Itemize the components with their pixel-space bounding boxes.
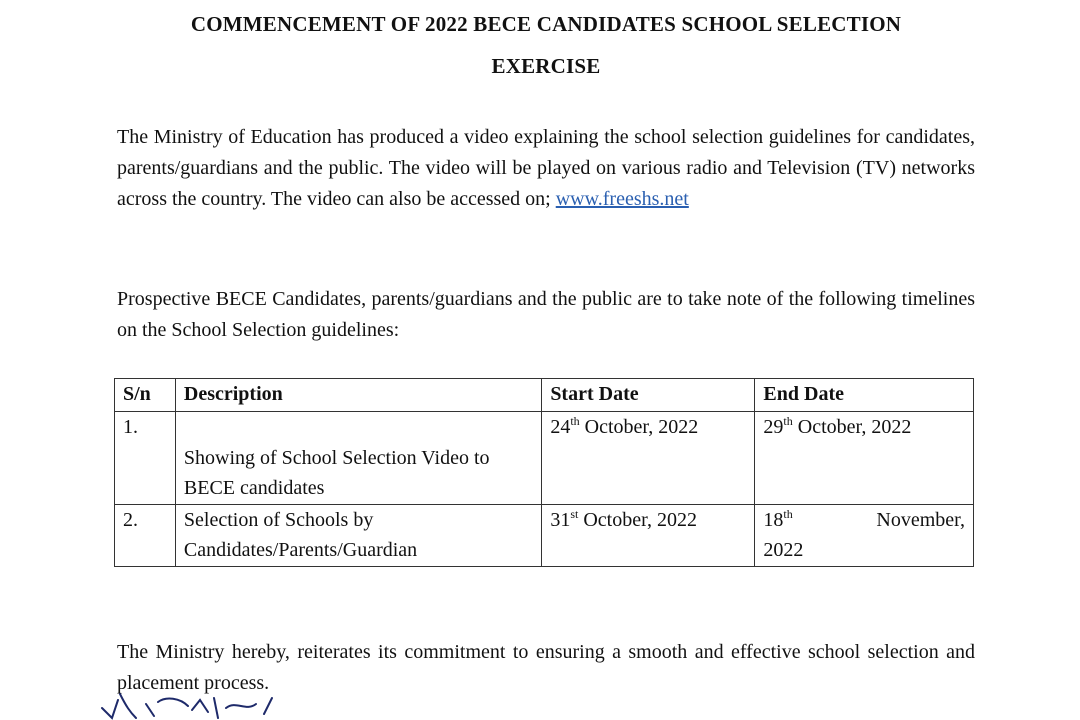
start-day: 24 bbox=[550, 416, 571, 438]
start-month-year: October, 2022 bbox=[578, 509, 697, 531]
end-month-year: October, 2022 bbox=[792, 416, 912, 438]
start-day-suffix: th bbox=[570, 414, 580, 428]
header-start-date: Start Date bbox=[542, 379, 755, 412]
freeshs-link[interactable]: www.freeshs.net bbox=[555, 188, 689, 210]
signature-scribble bbox=[96, 690, 396, 720]
end-month: November, bbox=[876, 509, 965, 531]
end-day-group bbox=[763, 505, 792, 535]
end-day: 18 bbox=[763, 509, 784, 531]
document-title-line-1: COMMENCEMENT OF 2022 BECE CANDIDATES SCHOOL SELECTION bbox=[190, 12, 902, 36]
header-sn: S/n bbox=[115, 379, 176, 412]
header-end-date: End Date bbox=[755, 379, 974, 412]
end-day: 29 bbox=[763, 416, 784, 438]
row-description: Selection of Schools by Candidates/Parents/Guardian bbox=[175, 505, 541, 567]
timelines-paragraph: Prospective BECE Candidates, parents/guardians and the public are to take note of the following timelines on the School Selection guidelines: bbox=[117, 288, 975, 341]
row-end-date bbox=[755, 505, 974, 567]
header-description: Description bbox=[175, 379, 541, 412]
timelines-table bbox=[114, 378, 974, 567]
intro-paragraph bbox=[117, 122, 975, 215]
row-sn: 2. bbox=[115, 505, 176, 567]
intro-paragraph-text: The Ministry of Education has produced a video explaining the school selection guidelines for candidates, parents/guardians and the public. The video will be played on various radio and Television (TV) networks across the country. The video can also be accessed on; bbox=[117, 126, 975, 210]
row-sn: 1. bbox=[115, 412, 176, 505]
document-title-line-2: EXERCISE bbox=[491, 54, 601, 78]
row-description bbox=[175, 412, 541, 505]
end-date-line-1 bbox=[763, 505, 965, 535]
end-year: 2022 bbox=[763, 539, 804, 561]
start-month-year: October, 2022 bbox=[579, 416, 699, 438]
table-row bbox=[115, 412, 974, 505]
end-day-suffix: th bbox=[783, 507, 793, 521]
start-day: 31 bbox=[550, 509, 571, 531]
row-start-date bbox=[542, 505, 755, 567]
start-day-suffix: st bbox=[570, 507, 579, 521]
table-row bbox=[115, 505, 974, 567]
row-start-date bbox=[542, 412, 755, 505]
row-description-text: Showing of School Selection Video to BECE candidates bbox=[183, 447, 490, 499]
row-end-date bbox=[755, 412, 974, 505]
end-day-suffix: th bbox=[783, 414, 793, 428]
closing-paragraph: The Ministry hereby, reiterates its commitment to ensuring a smooth and effective school selection and placement process. bbox=[117, 641, 975, 694]
table-header-row bbox=[115, 379, 974, 412]
